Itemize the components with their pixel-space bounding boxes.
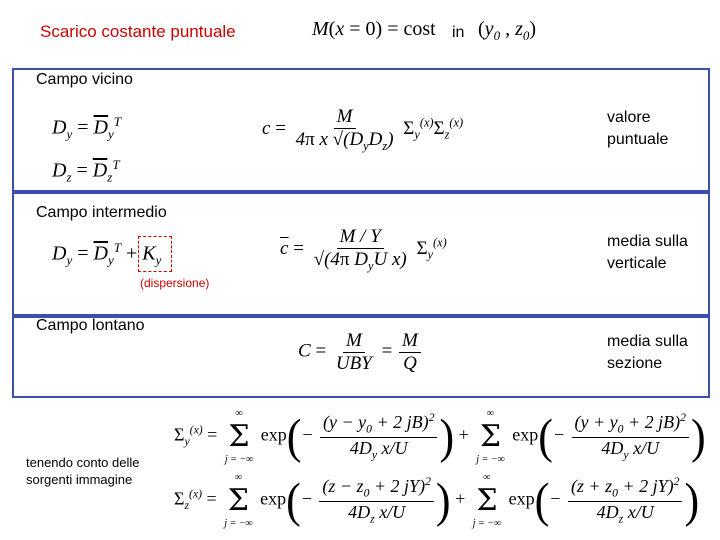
intermediate-field-label: Campo intermedio xyxy=(36,204,167,221)
intermediate-concentration-formula: $\overline{c}$ = $\frac{M / Y}{√(4\pi D_yU x)}$ $\Sigma_y^{(x)}$ xyxy=(280,226,447,273)
near-field-concentration-formula: c = $\frac{M}{4\pi x √(D_yD_z)}$ $\Sigma_y^{(x)}\Sigma_z^{(x)}$ xyxy=(262,106,464,153)
far-field-concentration-formula: C = $\frac{M}{\text{UBY}}$ = $\frac{M}{Q}$ xyxy=(298,330,423,375)
dispersion-highlight xyxy=(138,236,172,272)
near-field-label: Campo vicino xyxy=(36,71,133,88)
far-field-label: Campo lontano xyxy=(36,317,145,334)
intermediate-field-note: media sulla verticale xyxy=(607,233,688,272)
far-field-note: media sulla sezione xyxy=(607,333,688,372)
point-formula: ($y_0$ , $z_0$) xyxy=(478,18,537,43)
near-field-note: valore puntuale xyxy=(607,109,669,148)
dispersion-note: (dispersione) xyxy=(140,276,210,290)
condition-formula: M(x = 0) = cost xyxy=(312,18,436,40)
sigma-z-formula: $\Sigma_z^{(x)}$ = ∞ Σ j = −∞ exp(− $\frac{(z - z_0 + 2 jY)^2}{4D_z x/U}$ ) + ∞ Σ j = −∞ exp(− $\frac{(z + z_0 + 2 jY)^2}{4D_z x/U}$ ) xyxy=(174,472,700,529)
image-sources-note: tenendo conto delle sorgenti immagine xyxy=(26,455,140,487)
page-title: Scarico costante puntuale xyxy=(40,22,236,41)
near-field-diffusion-formulas: $D_y = \overline{D}_y^T$ $D_z = \overline{D}_z^T$ xyxy=(52,114,121,185)
intermediate-diffusion-formula: $D_y = \overline{D}_y^T + K_y$ xyxy=(52,240,162,268)
in-label: in xyxy=(452,24,465,41)
sigma-y-formula: $\Sigma_y^{(x)}$ = ∞ Σ j = −∞ exp(− $\frac{(y - y_0 + 2 jB)^2}{4D_y x/U}$ ) + ∞ Σ j = −∞ exp(− $\frac{(y + y_0 + 2 jB)^2}{4D_y x/U}$ ) xyxy=(174,408,706,465)
